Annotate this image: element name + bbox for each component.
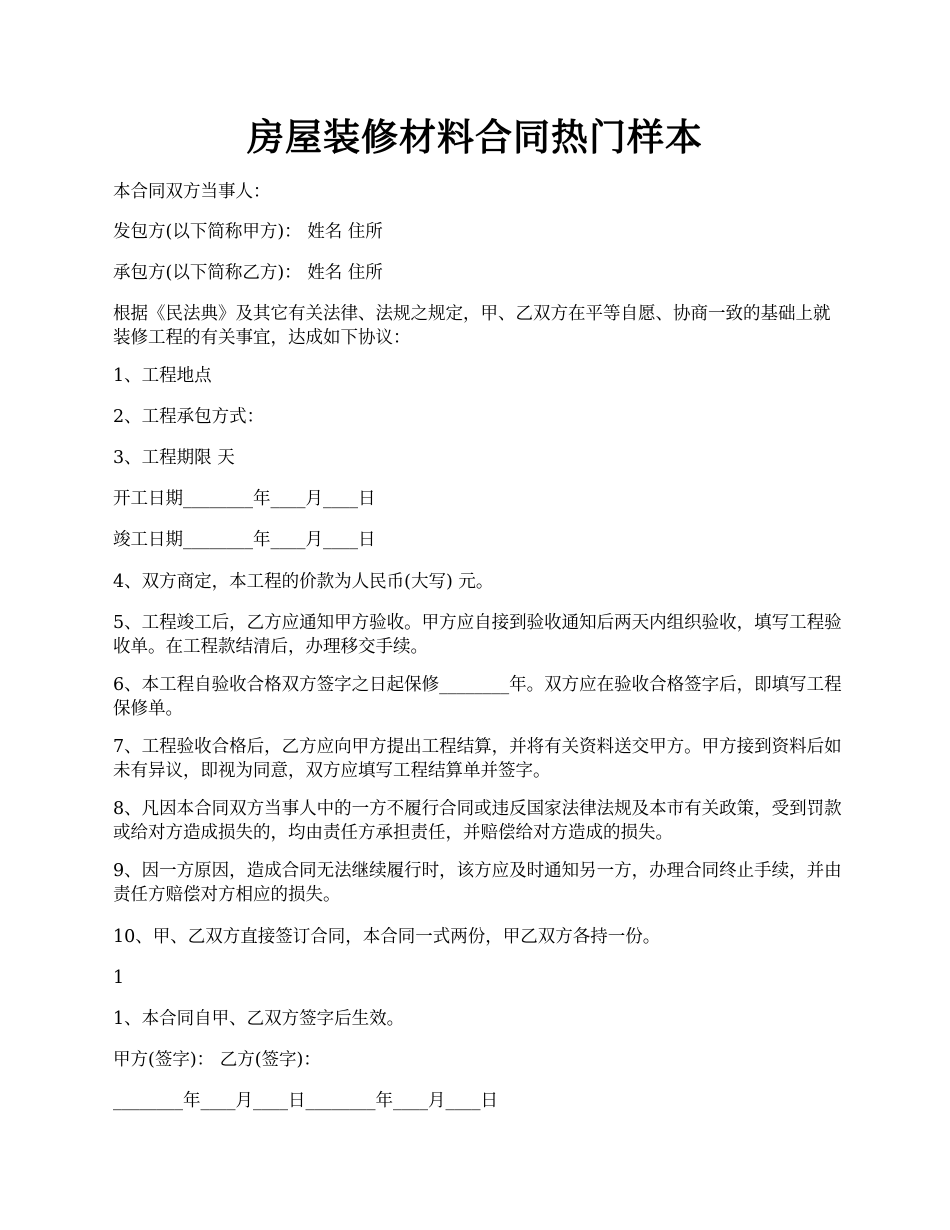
clause-10: 10、甲、乙双方直接签订合同，本合同一式两份，甲乙双方各持一份。 bbox=[113, 927, 661, 947]
party-a-line: 发包方(以下简称甲方)： 姓名 住所 bbox=[113, 222, 383, 242]
signature-dates: ________年____月____日________年____月____日 bbox=[113, 1091, 498, 1111]
parties-intro: 本合同双方当事人： bbox=[113, 182, 271, 202]
signature-labels: 甲方(签字)： 乙方(签字)： bbox=[113, 1050, 321, 1070]
start-date-line: 开工日期________年____月____日 bbox=[113, 489, 376, 509]
completion-date-line: 竣工日期________年____月____日 bbox=[113, 530, 376, 550]
clause-2: 2、工程承包方式： bbox=[113, 407, 265, 427]
effective-clause: 1、本合同自甲、乙双方签字后生效。 bbox=[113, 1009, 405, 1029]
clause-7: 7、工程验收合格后，乙方应向甲方提出工程结算，并将有关资料送交甲方。甲方接到资料后如未有异议，即视为同意，双方应填写工程结算单并签字。 bbox=[113, 737, 842, 781]
clause-9: 9、因一方原因，造成合同无法继续履行时，该方应及时通知另一方，办理合同终止手续，并由责任方赔偿对方相应的损失。 bbox=[113, 861, 842, 905]
clause-6: 6、本工程自验收合格双方签字之日起保修________年。双方应在验收合格签字后，即填写工程保修单。 bbox=[113, 675, 842, 719]
clause-5: 5、工程竣工后，乙方应通知甲方验收。甲方应自接到验收通知后两天内组织验收，填写工程验收单。在工程款结清后，办理移交手续。 bbox=[113, 613, 842, 657]
clause-1: 1、工程地点 bbox=[113, 366, 212, 386]
clause-4: 4、双方商定，本工程的价款为人民币(大写) 元。 bbox=[113, 572, 494, 592]
section-number: 1 bbox=[113, 968, 125, 988]
clause-8: 8、凡因本合同双方当事人中的一方不履行合同或违反国家法律法规及本市有关政策，受到罚款或给对方造成损失的，均由责任方承担责任，并赔偿给对方造成的损失。 bbox=[113, 799, 842, 843]
preamble-paragraph: 根据《民法典》及其它有关法律、法规之规定，甲、乙双方在平等自愿、协商一致的基础上就装修工程的有关事宜，达成如下协议： bbox=[113, 304, 831, 348]
clause-3: 3、工程期限 天 bbox=[113, 448, 235, 468]
document-title: 房屋装修材料合同热门样本 bbox=[247, 115, 703, 159]
party-b-line: 承包方(以下简称乙方)： 姓名 住所 bbox=[113, 263, 383, 283]
